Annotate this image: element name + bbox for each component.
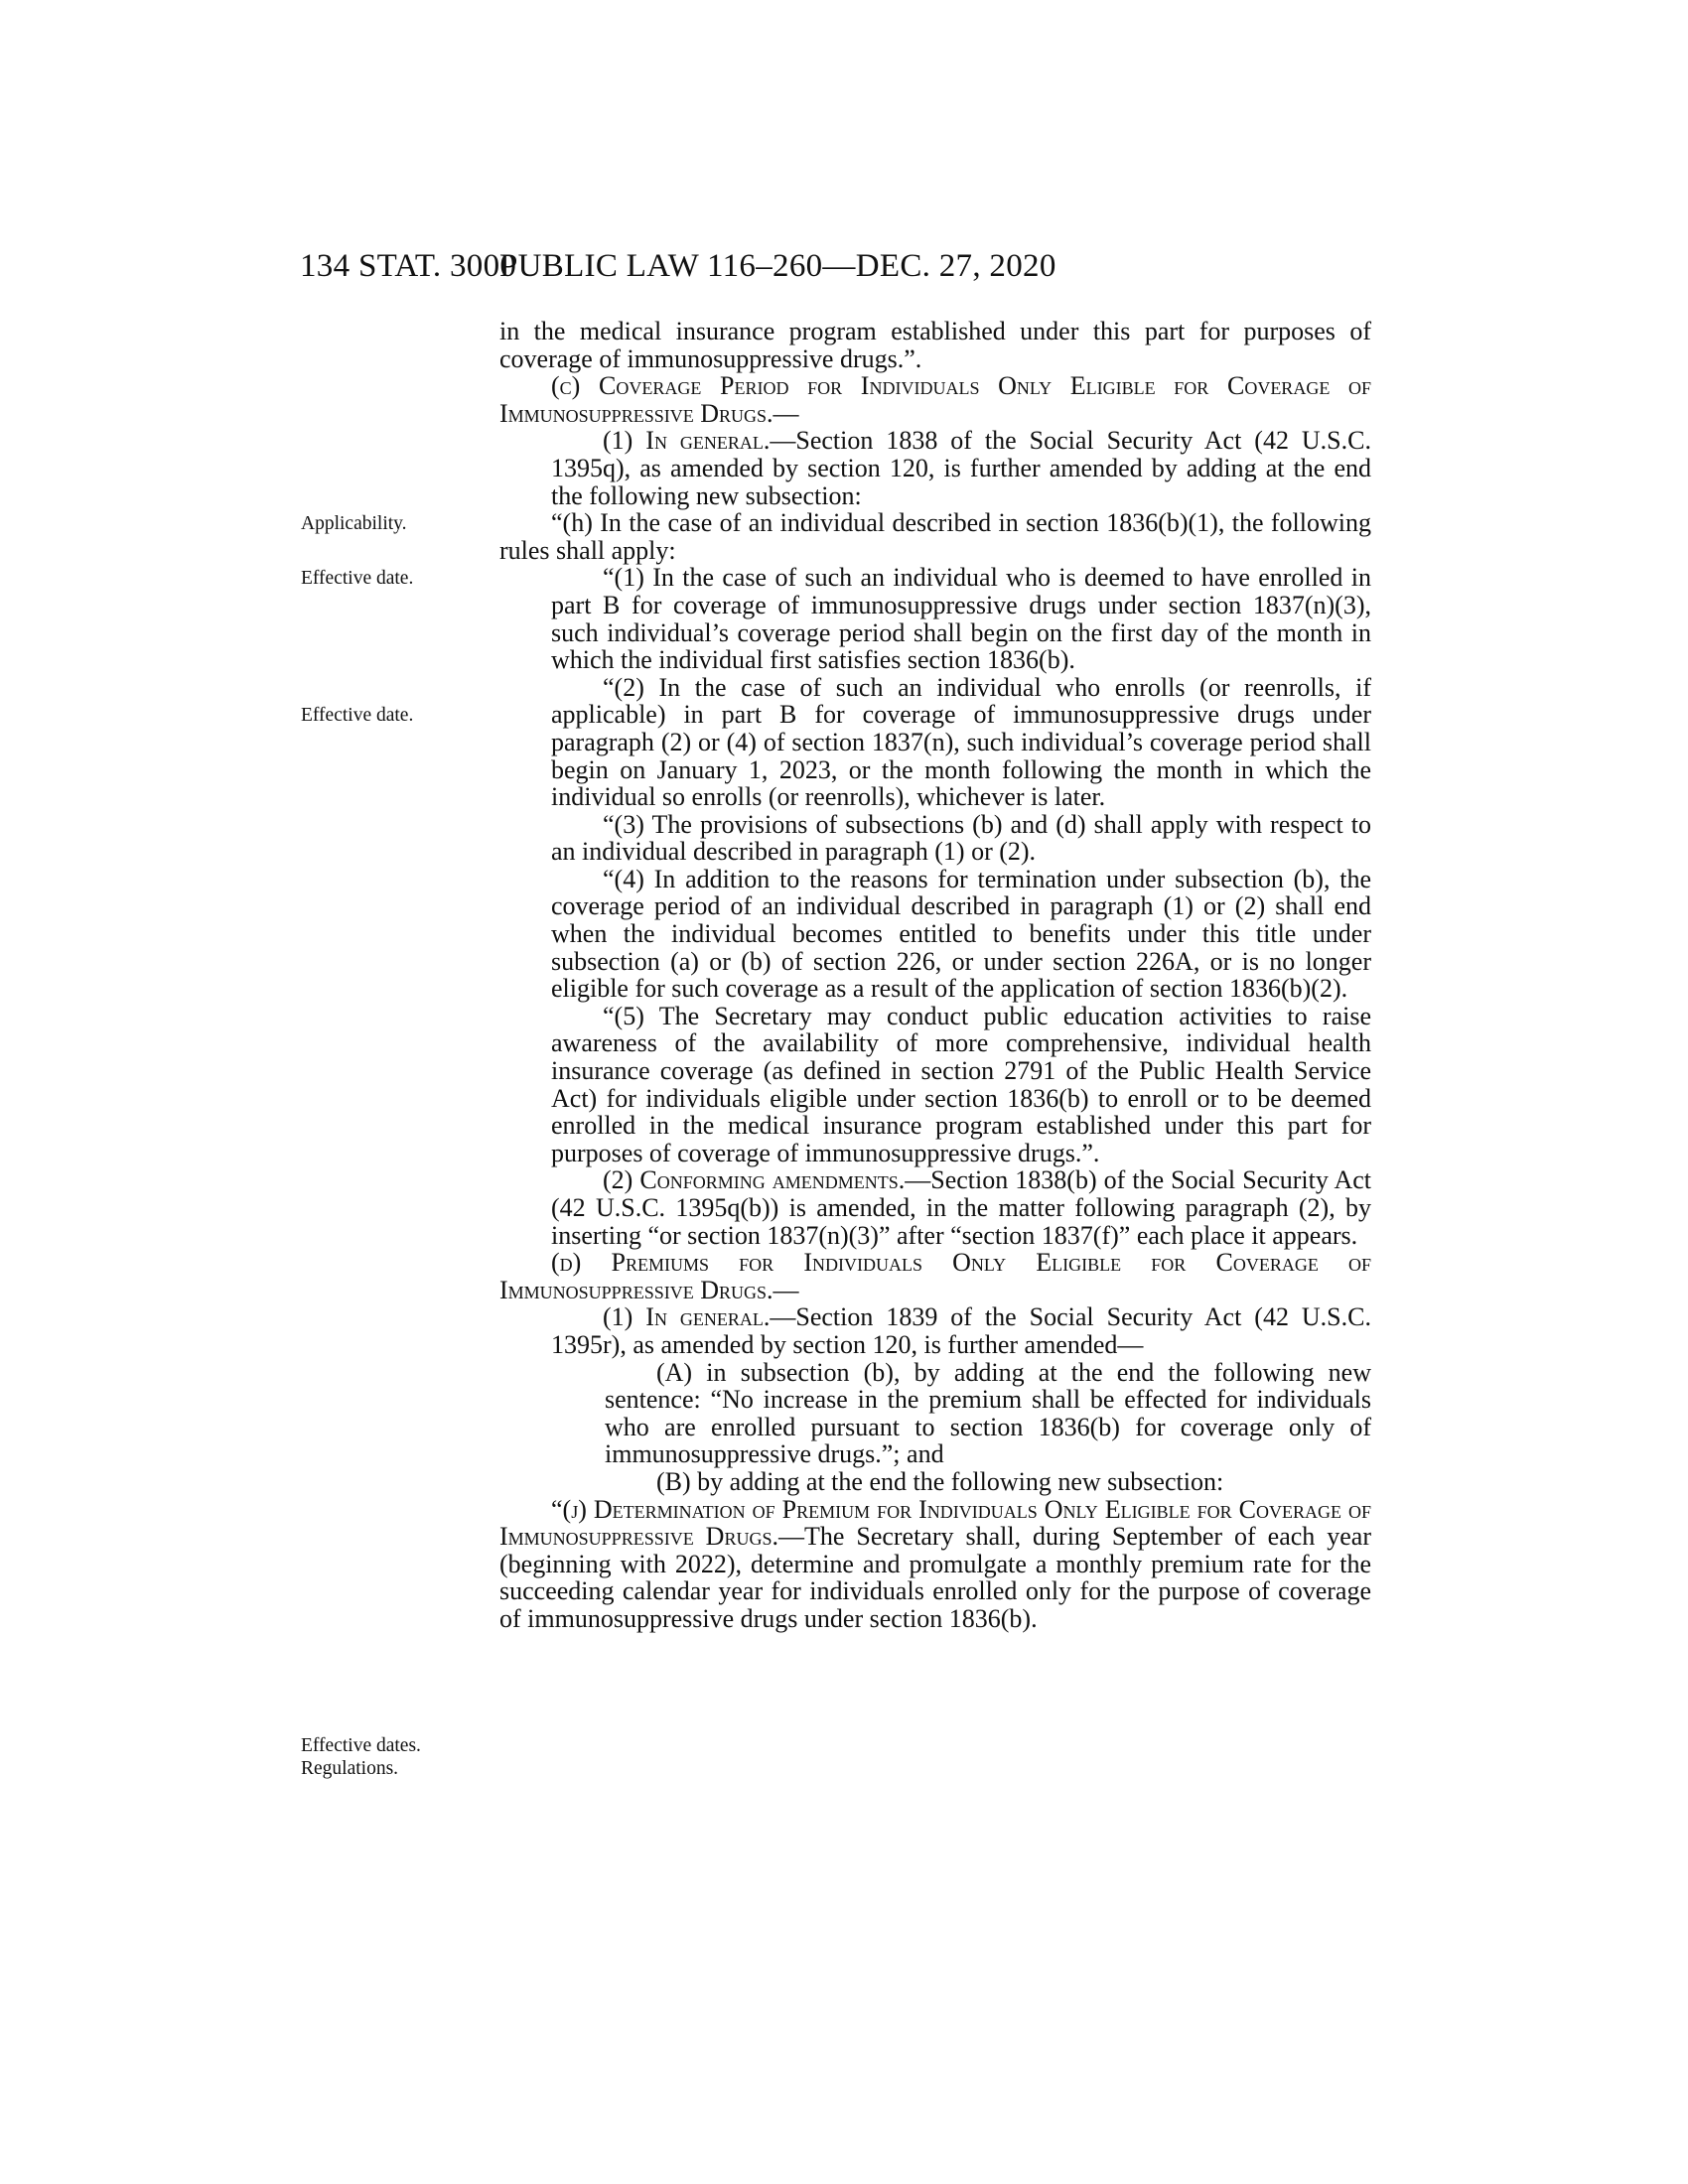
paragraph-d1-text: —Section 1839 of the Social Security Act (42 U.S.C. 1395r), as amended by section 120, is further amended— — [551, 1302, 1371, 1359]
paragraph-c1-text: —Section 1838 of the Social Security Act (42 U.S.C. 1395q), as amended by section 120, is further amended by adding at the end the following new subsection: — [551, 426, 1371, 510]
paragraph-h4: “(4) In addition to the reasons for termination under subsection (b), the coverage period of an individual described in paragraph (1) or (2) shall end when the individual becomes entitled to benefits under this title under subsection (a) or (b) of section 226, or under section 226A, or is no longer eligible for such coverage as a result of the application of section 1836(b)(2). — [551, 864, 1371, 1004]
margin-note-effective-date-1: Effective date. — [301, 568, 414, 589]
margin-note-applicability: Applicability. — [301, 513, 407, 534]
subparagraph-dA: (A) in subsection (b), by adding at the end the following new sentence: “No increase in the premium shall be effected for individuals who are enrolled pursuant to section 1836(b) for coverage only of immunosuppressive drugs.”; and — [605, 1357, 1371, 1469]
paragraph-h2: “(2) In the case of such an individual who enrolls (or reenrolls, if applicable) in part B for coverage of immunosuppressive drugs under paragraph (2) or (4) of section 1837(n), such individual’s coverage period shall begin on January 1, 2023, or the month following the month in which the individual so enrolls (or reenrolls), whichever is later. — [551, 672, 1371, 812]
paragraph-h3: “(3) The provisions of subsections (b) and (d) shall apply with respect to an individual described in paragraph (1) or (2). — [551, 809, 1371, 867]
page-header — [0, 248, 1688, 288]
subsection-d-heading: (d) Premiums for Individuals Only Eligible for Coverage of Immunosuppressive Drugs.— — [499, 1248, 1371, 1304]
paragraph-c1 — [499, 427, 1371, 509]
paragraph-d1 — [499, 1303, 1371, 1358]
paragraph-h1: “(1) In the case of such an individual who is deemed to have enrolled in part B for coverage of immunosuppressive drugs under section 1837(n)(3), such individual’s coverage period shall begin on the first day of the month in which the individual first satisfies section 1836(b). — [551, 563, 1371, 675]
running-head: PUBLIC LAW 116–260—DEC. 27, 2020 — [499, 248, 1056, 284]
paragraph-continuation: in the medical insurance program established under this part for purposes of coverage of immunosuppressive drugs.”. — [499, 317, 1371, 373]
paragraph-h5: “(5) The Secretary may conduct public education activities to raise awareness of the availability of more comprehensive, individual health insurance coverage (as defined in section 2791 of the Public Health Service Act) for individuals eligible under section 1836(b) to enroll or to be deemed enrolled in the medical insurance program established under this part for purposes of coverage of immunosuppressive drugs.”. — [551, 1001, 1371, 1167]
paragraph-c2-lead: (2) Conforming amendments. — [603, 1165, 906, 1195]
subsection-j-text: —The Secretary shall, during September of each year (beginning with 2022), determine and promulgate a monthly premium rate for the succeeding calendar year for individuals enrolled only for the purpose of coverage of immunosuppressive drugs under section 1836(b). — [499, 1522, 1371, 1633]
subsection-h: “(h) In the case of an individual described in section 1836(b)(1), the following rules shall apply: — [499, 508, 1371, 565]
paragraph-c2-text: —Section 1838(b) of the Social Security Act (42 U.S.C. 1395q(b)) is amended, in the matter following paragraph (2), by inserting “or section 1837(n)(3)” after “section 1837(f)” each place it appears. — [551, 1165, 1371, 1250]
subsection-c-heading: (c) Coverage Period for Individuals Only Eligible for Coverage of Immunosuppressive Drugs.— — [499, 371, 1371, 428]
subsection-j — [499, 1496, 1371, 1633]
margin-note-regulations: Regulations. — [301, 1758, 399, 1779]
stat-page-number: 134 STAT. 3000 — [300, 248, 517, 284]
margin-note-effective-dates: Effective dates. — [301, 1735, 421, 1756]
document-body — [499, 318, 1371, 1633]
subparagraph-dB: (B) by adding at the end the following new subsection: — [656, 1466, 1224, 1496]
paragraph-d1-lead: (1) In general. — [603, 1302, 771, 1332]
subsection-j-lead: “(j) Determination of Premium for Individuals Only Eligible for Coverage of Immunosuppressive Drugs. — [499, 1494, 1371, 1552]
margin-note-effective-date-2: Effective date. — [301, 705, 414, 726]
paragraph-c1-lead: (1) In general. — [603, 426, 771, 456]
paragraph-c2 — [499, 1166, 1371, 1249]
